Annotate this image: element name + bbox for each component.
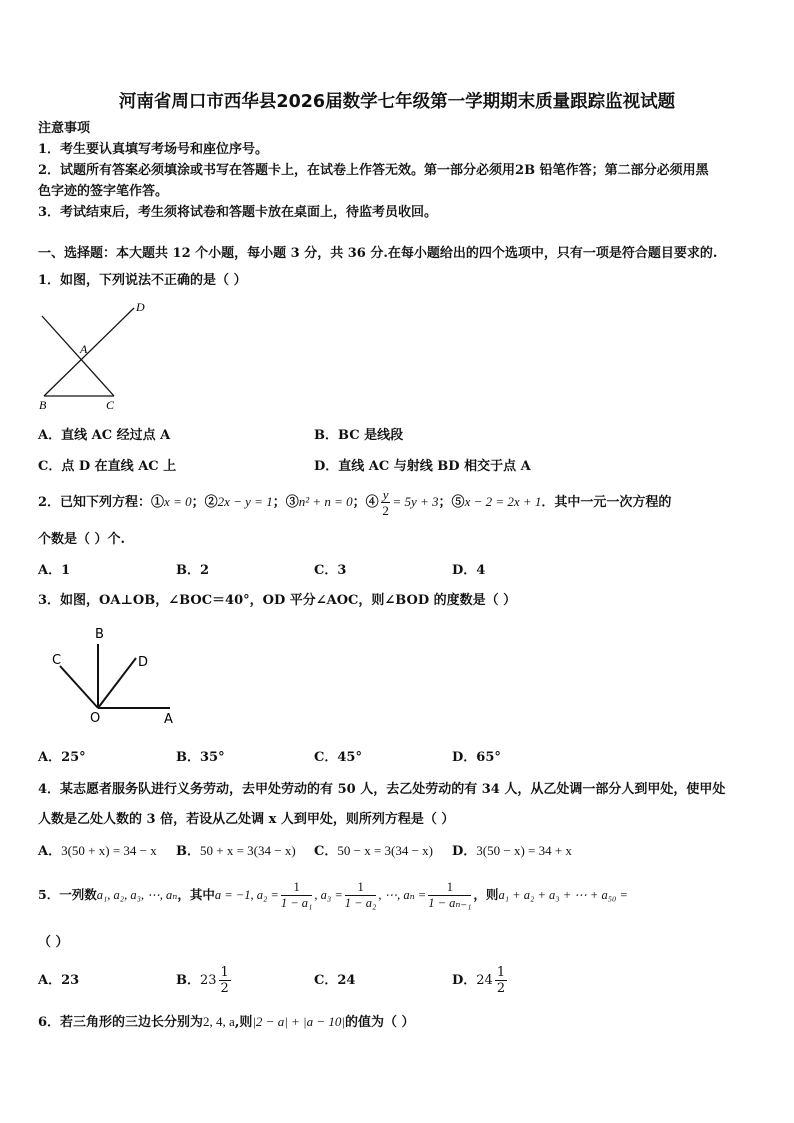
q3-option-b: B．35° xyxy=(176,750,225,765)
q1-option-d: D．直线 AC 与射线 BD 相交于点 A xyxy=(314,459,531,474)
q5-option-d: D．24 $\frac{1}{2}$ xyxy=(452,965,506,996)
q3-option-d: D．65° xyxy=(452,750,501,765)
ray-bd xyxy=(44,308,134,396)
q1-stem: 1．如图，下列说法不正确的是（ ） xyxy=(38,273,247,288)
q3-stem: 3．如图，OA⊥OB，∠BOC＝40°，OD 平分∠AOC，则∠BOD 的度数是（ ） xyxy=(38,593,517,608)
q2-option-c: C．3 xyxy=(314,563,347,578)
q6-expression: |2 − a| + |a − 10| xyxy=(252,1014,345,1029)
q6-stem: 6．若三角形的三边长分别为2, 4, a,则|2 − a| + |a − 10|的值为（ ） xyxy=(38,1014,415,1030)
q5-option-c: C．24 xyxy=(314,973,356,988)
label-o: O xyxy=(90,711,101,726)
q2-stem-line2: 个数是（ ）个. xyxy=(38,532,126,547)
q4-option-d: D．3(50 − x) = 34 + x xyxy=(452,843,572,859)
label-c: C xyxy=(52,653,62,668)
q4-option-a: A．3(50 + x) = 34 − x xyxy=(38,843,157,859)
notice-item: 1．考生要认真填写考场号和座位序号。 xyxy=(38,142,269,157)
label-a: A xyxy=(164,712,173,727)
label-b: B xyxy=(95,627,104,642)
q5-option-b: B．23 $\frac{1}{2}$ xyxy=(176,965,229,996)
q2-eq3: n² + n = 0 xyxy=(298,494,353,509)
q4-stem: 4．某志愿者服务队进行义务劳动，去甲处劳动的有 50 人，去乙处劳动的有 34 人，从乙处调一部分人到甲处，使甲处 xyxy=(38,782,726,797)
q2-eq2: 2x − y = 1 xyxy=(217,494,273,509)
q3-figure xyxy=(44,622,184,728)
q2-eq4-rest: = 5y + 3 xyxy=(392,494,439,509)
q5-stem: 5．一列数a₁, a₂, a₃, ⋯, aₙ，其中a = −1, a₂ = $\frac{1}{\text{1 − a₁}}$ , a₃ = $\frac{1}{\text{1 − a₂}}$ , ⋯, aₙ = $\frac{1}{\text{1 − aₙ₋₁}}$ ，则a₁ + a₂ + a₃ + ⋯ + a₅₀ = xyxy=(38,880,628,910)
q1-option-a: A．直线 AC 经过点 A xyxy=(38,428,171,443)
q4-stem-line2: 人数是乙处人数的 3 倍，若设从乙处调 x 人到甲处，则所列方程是（ ） xyxy=(38,812,455,827)
q4-option-b: B．50 + x = 3(34 − x) xyxy=(176,843,296,859)
q2-option-a: A．1 xyxy=(38,563,71,578)
q6-sides: 2, 4, a xyxy=(203,1014,235,1029)
ray-od xyxy=(98,658,136,708)
q5-sequence: a₁, a₂, a₃, ⋯, aₙ xyxy=(96,888,178,902)
q4-option-c: C．50 − x = 3(34 − x) xyxy=(314,843,434,859)
q2-option-d: D．4 xyxy=(452,563,486,578)
q5-blank: （ ） xyxy=(38,935,69,950)
label-a: A xyxy=(80,342,88,356)
q3-option-a: A．25° xyxy=(38,750,86,765)
line-ac xyxy=(42,316,114,396)
label-c: C xyxy=(106,398,115,412)
label-b: B xyxy=(39,398,47,412)
q5-sum: a₁ + a₂ + a₃ + ⋯ + a₅₀ = xyxy=(498,888,628,902)
q2-stem: 2．已知下列方程：①x = 0；②2x − y = 1；③n² + n = 0；④ $\frac{y}{2}$ = 5y + 3；⑤x − 2 = 2x + 1．其中一元一次方程的 xyxy=(38,487,672,518)
q1-option-c: C．点 D 在直线 AC 上 xyxy=(38,459,177,474)
q2-eq1: x = 0 xyxy=(164,494,192,509)
q1-figure xyxy=(30,296,160,414)
q5-option-a: A．23 xyxy=(38,973,80,988)
ray-oc xyxy=(60,666,98,708)
notice-item: 2．试题所有答案必须填涂或书写在答题卡上，在试卷上作答无效。第一部分必须用2B 铅笔作答；第二部分必须用黑 xyxy=(38,163,709,178)
label-d: D xyxy=(136,300,145,314)
notice-item: 色字迹的签字笔作答。 xyxy=(38,184,169,199)
q3-option-c: C．45° xyxy=(314,750,362,765)
q2-option-b: B．2 xyxy=(176,563,210,578)
q1-option-b: B．BC 是线段 xyxy=(314,428,404,443)
notice-item: 3．考试结束后，考生须将试卷和答题卡放在桌面上，待监考员收回。 xyxy=(38,205,438,220)
page-title: 河南省周口市西华县2026届数学七年级第一学期期末质量跟踪监视试题 xyxy=(118,92,676,112)
label-d: D xyxy=(138,655,149,670)
q2-eq4-fraction: $\frac{y}{2}$ xyxy=(382,487,389,518)
section-heading: 一、选择题：本大题共 12 个小题，每小题 3 分，共 36 分.在每小题给出的四个选项中，只有一项是符合题目要求的. xyxy=(38,246,718,261)
notice-heading: 注意事项 xyxy=(38,121,91,136)
q2-eq5: x − 2 = 2x + 1 xyxy=(464,494,542,509)
